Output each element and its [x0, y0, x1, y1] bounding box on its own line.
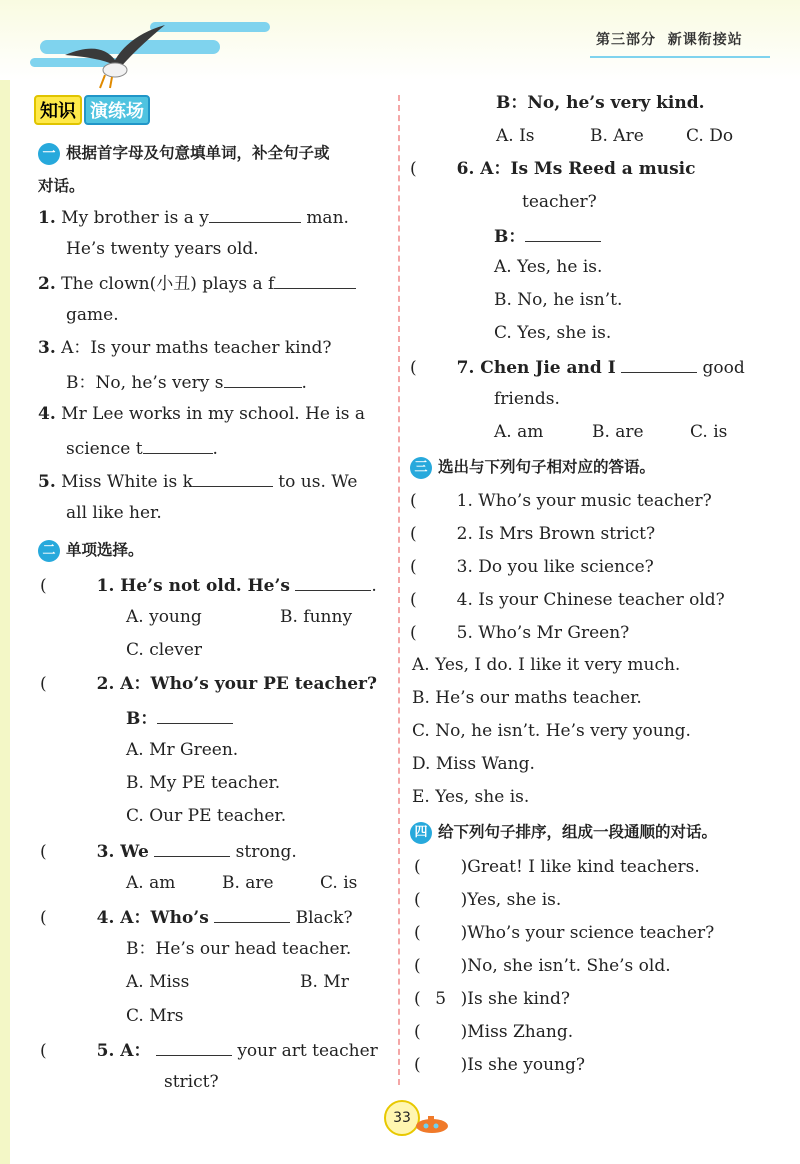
- s3-answer-B: B. He’s our maths teacher.: [412, 688, 642, 708]
- s4-line2: ( )Yes, she is.: [414, 890, 562, 910]
- s1-q2-cont: game.: [66, 305, 119, 325]
- section1-heading-cont: 对话。: [38, 177, 85, 195]
- s3-answer-D: D. Miss Wang.: [412, 754, 535, 774]
- s1-q5: 5. Miss White is k to us. We: [38, 468, 357, 494]
- page-edge-stripe: [0, 0, 10, 1164]
- s2-q5-optC[interactable]: C. Do: [686, 126, 734, 146]
- s1-q4-blank[interactable]: t: [136, 439, 213, 459]
- s3-answer-A: A. Yes, I do. I like it very much.: [412, 655, 681, 675]
- s2-q2-optB[interactable]: B. My PE teacher.: [126, 773, 281, 793]
- s2-q1-blank[interactable]: [295, 572, 371, 591]
- s2-q4: ( 4. A：Who’s Black?: [40, 904, 353, 930]
- s3-q2: ( 2. Is Mrs Brown strict?: [410, 524, 656, 544]
- s1-q4: 4. Mr Lee works in my school. He is a: [38, 404, 366, 424]
- s2-q7-optB[interactable]: B. are: [592, 422, 644, 442]
- s4-line7: ( )Is she young?: [414, 1055, 585, 1075]
- s2-q1-optA[interactable]: A. young: [126, 607, 202, 627]
- s2-q3-optC[interactable]: C. is: [320, 873, 358, 893]
- s1-q3: 3. A：Is your maths teacher kind?: [38, 338, 332, 358]
- s2-q1-optC[interactable]: C. clever: [126, 640, 203, 660]
- s2-q6-optB[interactable]: B. No, he isn’t.: [494, 290, 623, 310]
- section2-heading: 二 单项选择。: [38, 538, 144, 562]
- s2-q3-optB[interactable]: B. are: [222, 873, 274, 893]
- s2-q7-cont: friends.: [494, 389, 560, 409]
- seagull-icon: [60, 20, 170, 90]
- s2-q7: ( 7. Chen Jie and I good: [410, 354, 745, 380]
- s2-q3-blank[interactable]: [154, 838, 230, 857]
- s2-q3: ( 3. We strong.: [40, 838, 297, 864]
- column-divider: [398, 95, 400, 1085]
- submarine-icon: [412, 1114, 452, 1134]
- s2-q5: ( 5. A： your art teacher: [40, 1037, 378, 1063]
- s1-q2-blank[interactable]: f: [268, 274, 356, 294]
- s2-q4-blank[interactable]: [214, 904, 290, 923]
- answer-bracket-filled[interactable]: 5: [435, 989, 447, 1009]
- section1-heading: 一 根据首字母及句意填单词，补全句子或: [38, 141, 330, 165]
- s2-q6: ( 6. A：Is Ms Reed a music: [410, 159, 696, 179]
- s4-line1: ( )Great! I like kind teachers.: [414, 857, 700, 877]
- s2-q2-optC[interactable]: C. Our PE teacher.: [126, 806, 287, 826]
- s2-q4-b: B：He’s our head teacher.: [126, 939, 352, 959]
- header-title: 第三部分 新课衔接站: [596, 32, 743, 48]
- s2-q2-optA[interactable]: A. Mr Green.: [126, 740, 239, 760]
- s2-q6-cont: teacher?: [522, 192, 597, 212]
- s2-q7-blank[interactable]: [621, 354, 697, 373]
- s3-q5: ( 5. Who’s Mr Green?: [410, 623, 630, 643]
- s1-q1: 1. My brother is a y man.: [38, 204, 349, 230]
- label-part2: 演练场: [84, 95, 150, 125]
- header-underline: [590, 56, 770, 58]
- s4-line4: ( )No, she isn’t. She’s old.: [414, 956, 671, 976]
- s2-q5-optA[interactable]: A. Is: [496, 126, 535, 146]
- section4-number-badge: 四: [410, 822, 432, 844]
- s1-q4-b: science t .: [66, 435, 218, 461]
- s2-q4-optB[interactable]: B. Mr: [300, 972, 349, 992]
- s3-answer-C: C. No, he isn’t. He’s very young.: [412, 721, 691, 741]
- s1-q5-blank[interactable]: k: [183, 472, 273, 492]
- s4-line6: ( )Miss Zhang.: [414, 1022, 574, 1042]
- s2-q4-optC[interactable]: C. Mrs: [126, 1006, 184, 1026]
- s1-q5-cont: all like her.: [66, 503, 162, 523]
- s4-line5: ( 5 )Is she kind?: [414, 989, 570, 1009]
- s2-q7-optC[interactable]: C. is: [690, 422, 728, 442]
- s2-q5-b: B：No, he’s very kind.: [496, 93, 705, 113]
- section4-heading: 四 给下列句子排序，组成一段通顺的对话。: [410, 820, 717, 844]
- s4-line3: ( )Who’s your science teacher?: [414, 923, 715, 943]
- s2-q5-blank[interactable]: [156, 1037, 232, 1056]
- s2-q7-optA[interactable]: A. am: [494, 422, 544, 442]
- s3-q4: ( 4. Is your Chinese teacher old?: [410, 590, 725, 610]
- s2-q6-b: B：: [494, 223, 601, 249]
- section3-heading: 三 选出与下列句子相对应的答语。: [410, 455, 655, 479]
- s3-q1: ( 1. Who’s your music teacher?: [410, 491, 712, 511]
- s1-q1-cont: He’s twenty years old.: [66, 239, 259, 259]
- s2-q2-blank[interactable]: [157, 705, 233, 724]
- page-number: 33: [384, 1100, 420, 1136]
- label-part1: 知识: [34, 95, 82, 125]
- s1-q2: 2. The clown(小丑) plays a f: [38, 270, 356, 296]
- s2-q3-optA[interactable]: A. am: [126, 873, 176, 893]
- s2-q6-optC[interactable]: C. Yes, she is.: [494, 323, 612, 343]
- section2-number-badge: 二: [38, 540, 60, 562]
- s3-q3: ( 3. Do you like science?: [410, 557, 654, 577]
- s2-q1: ( 1. He’s not old. He’s .: [40, 572, 377, 598]
- s2-q5-cont: strict?: [164, 1072, 219, 1092]
- s1-q1-blank[interactable]: y: [199, 208, 301, 228]
- s1-q3-blank[interactable]: s: [215, 373, 302, 393]
- section3-number-badge: 三: [410, 457, 432, 479]
- s1-q3-b: B：No, he’s very s .: [66, 369, 307, 395]
- s2-q2: ( 2. A：Who’s your PE teacher?: [40, 674, 377, 694]
- s2-q5-optB[interactable]: B. Are: [590, 126, 644, 146]
- s2-q6-optA[interactable]: A. Yes, he is.: [494, 257, 603, 277]
- s2-q2-b: B：: [126, 705, 233, 731]
- section1-number-badge: 一: [38, 143, 60, 165]
- s3-answer-E: E. Yes, she is.: [412, 787, 530, 807]
- section-label: [34, 96, 150, 124]
- s2-q1-optB[interactable]: B. funny: [280, 607, 353, 627]
- s2-q4-optA[interactable]: A. Miss: [126, 972, 190, 992]
- s2-q6-blank[interactable]: [525, 223, 601, 242]
